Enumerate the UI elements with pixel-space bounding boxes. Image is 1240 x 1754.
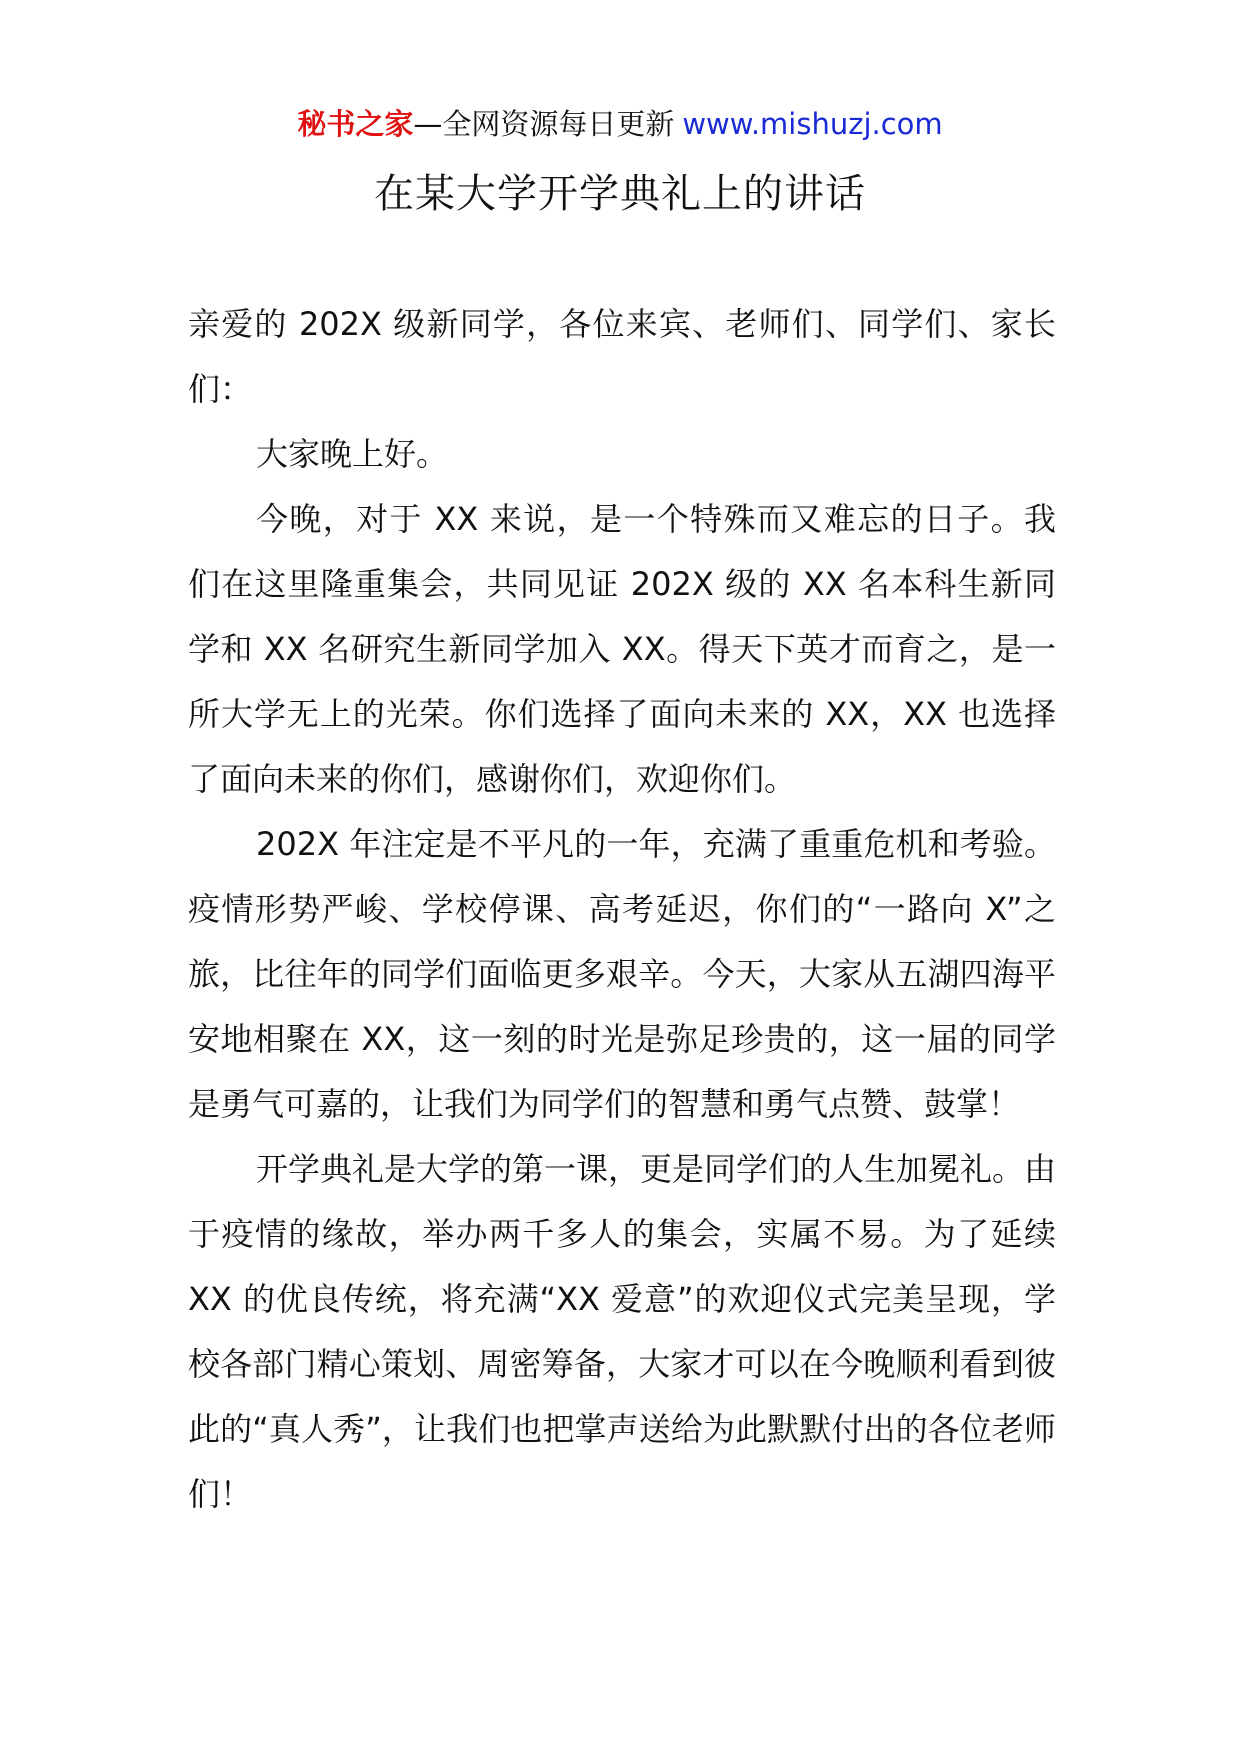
brand-name: 秘书之家 <box>297 107 414 141</box>
site-url-link[interactable]: www.mishuzj.com <box>682 107 943 141</box>
site-header <box>0 102 1240 146</box>
header-slogan: —全网资源每日更新 <box>413 107 675 141</box>
salutation: 亲爱的 202X 级新同学，各位来宾、老师们、同学们、家长们： <box>188 305 1056 408</box>
paragraph-ceremony: 开学典礼是大学的第一课，更是同学们的人生加冕礼。由于疫情的缘故，举办两千多人的集会，实属不易。为了延续 XX 的优良传统，将充满“XX 爱意”的欢迎仪式完美呈现，学校各部门精心策划、周密筹备，大家才可以在今晚顺利看到彼此的“真人秀”，让我们也把掌声送给为此默默付出的各位老师们！ <box>188 1150 1057 1513</box>
paragraph-challenges: 202X 年注定是不平凡的一年，充满了重重危机和考验。疫情形势严峻、学校停课、高考延迟，你们的“一路向 X”之旅，比往年的同学们面临更多艰辛。今天，大家从五湖四海平安地相聚在 XX，这一刻的时光是弥足珍贵的，这一届的同学是勇气可嘉的，让我们为同学们的智慧和勇气点赞、鼓掌！ <box>188 825 1056 1123</box>
paragraph-greeting: 大家晚上好。 <box>256 435 449 473</box>
speech-body <box>188 292 1056 1527</box>
document-title: 在某大学开学典礼上的讲话 <box>374 171 866 217</box>
paragraph-welcome: 今晚，对于 XX 来说，是一个特殊而又难忘的日子。我们在这里隆重集会，共同见证 202X 级的 XX 名本科生新同学和 XX 名研究生新同学加入 XX。得天下英才而育之，是一所大学无上的光荣。你们选择了面向未来的 XX，XX 也选择了面向未来的你们，感谢你们，欢迎你们。 <box>188 500 1056 798</box>
